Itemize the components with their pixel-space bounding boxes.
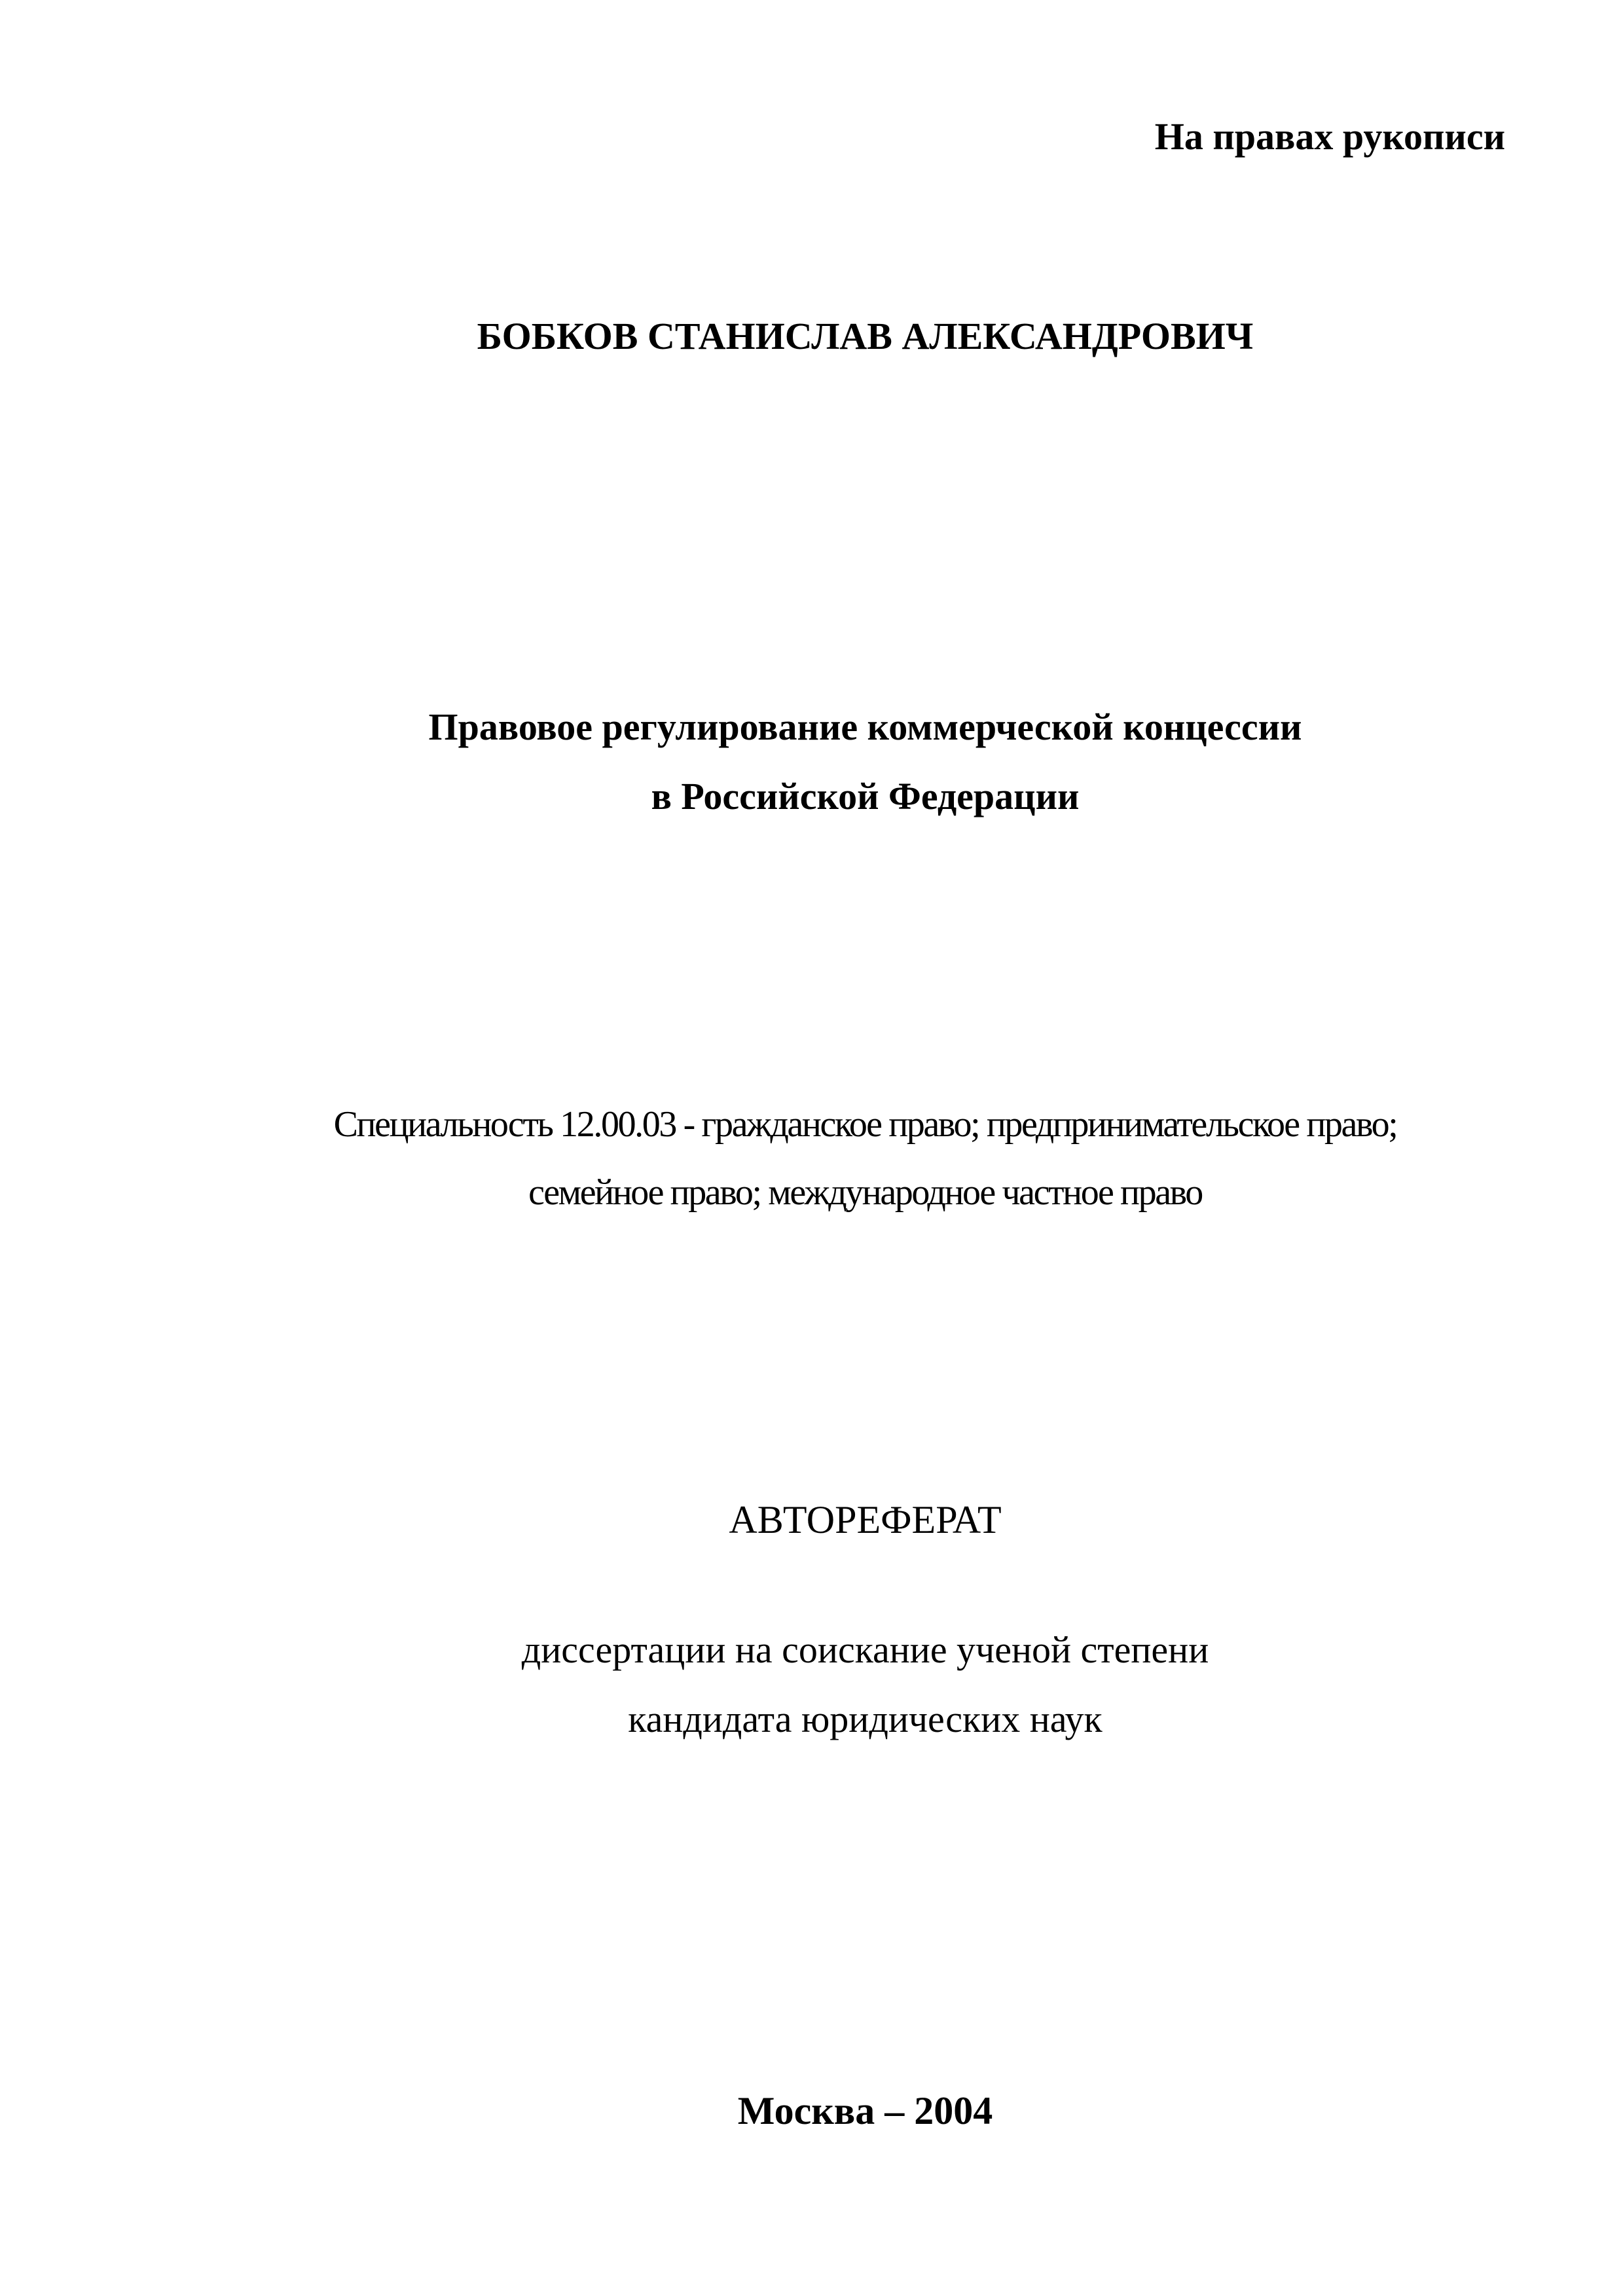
specialty-line-2: семейное право; международное частное право: [528, 1172, 1202, 1213]
author-name: БОБКОВ СТАНИСЛАВ АЛЕКСАНДРОВИЧ: [477, 315, 1254, 357]
purpose-line-2: кандидата юридических наук: [628, 1698, 1103, 1740]
purpose-line-1: диссертации на соискание ученой степени: [521, 1628, 1209, 1671]
manuscript-note: На правах рукописи: [1154, 115, 1505, 158]
title-line-1: Правовое регулирование коммерческой концессии: [428, 706, 1302, 748]
specialty-line-1: Специальность 12.00.03 - гражданское право; предпринимательское право;: [333, 1104, 1397, 1145]
document-type: АВТОРЕФЕРАТ: [729, 1498, 1002, 1541]
title-line-2: в Российской Федерации: [651, 775, 1080, 817]
place-year: Москва – 2004: [737, 2089, 993, 2132]
